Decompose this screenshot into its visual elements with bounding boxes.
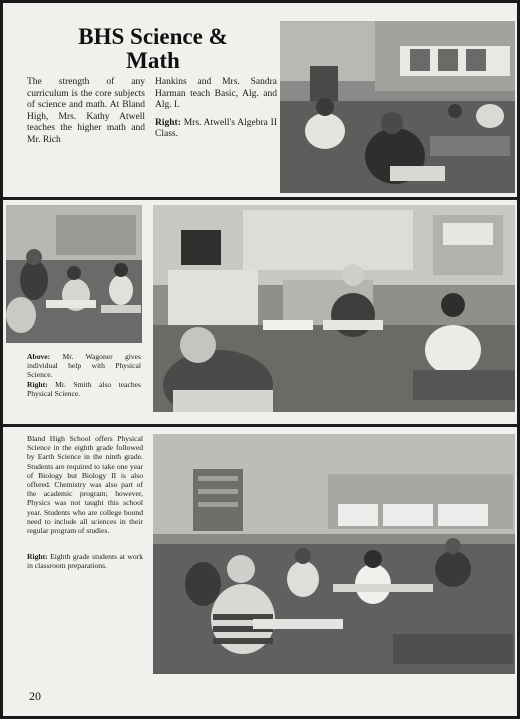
photo-eighth-grade-class — [153, 434, 515, 674]
section-divider — [3, 197, 517, 200]
page-title — [43, 25, 263, 73]
caption-text: Mr. Smith also teaches Physical Science. — [27, 379, 141, 398]
page-number: 20 — [29, 689, 41, 703]
title-line-2: Math — [126, 48, 180, 73]
yearbook-page — [3, 3, 517, 716]
caption-text: Mrs. Atwell's Algebra II Class. — [155, 117, 277, 140]
middle-captions — [27, 352, 141, 398]
bottom-caption — [27, 552, 143, 570]
photo-individual-help — [6, 205, 142, 343]
section-divider — [3, 424, 517, 427]
caption-label: Right: — [27, 552, 48, 561]
caption-label: Above: — [27, 352, 51, 361]
caption-label: Right: — [27, 379, 48, 389]
intro-column-2-text: Hankins and Mrs. Sandra Harman teach Basic, Alg. and Alg. I. — [155, 77, 277, 111]
caption-label: Right: — [155, 117, 181, 128]
photo-algebra-class — [280, 21, 515, 193]
bottom-paragraph: Bland High School offers Physical Science in the eighth grade followed by Earth Science in the ninth grade. Students are required to take one year of Biology but Biology II is also offered. Chemistry was also part of the academic program; however, Physics was not taught this school year. Students who are college bound need to include all sciences in their regular program of studies. — [27, 434, 143, 536]
intro-column-2 — [155, 77, 277, 141]
intro-column-1: The strength of any curriculum is the core subjects of science and math. At Bland High, Mrs. Kathy Atwell teaches the higher math and Mr. Rich — [27, 77, 145, 145]
caption-text: Mr. Wagoner gives individual help with Physical Science. — [27, 352, 141, 380]
caption-text: Eighth grade students at work in classroom preparations. — [27, 552, 143, 571]
title-line-1: BHS Science & — [78, 24, 228, 49]
photo-physical-science-class — [153, 205, 515, 412]
